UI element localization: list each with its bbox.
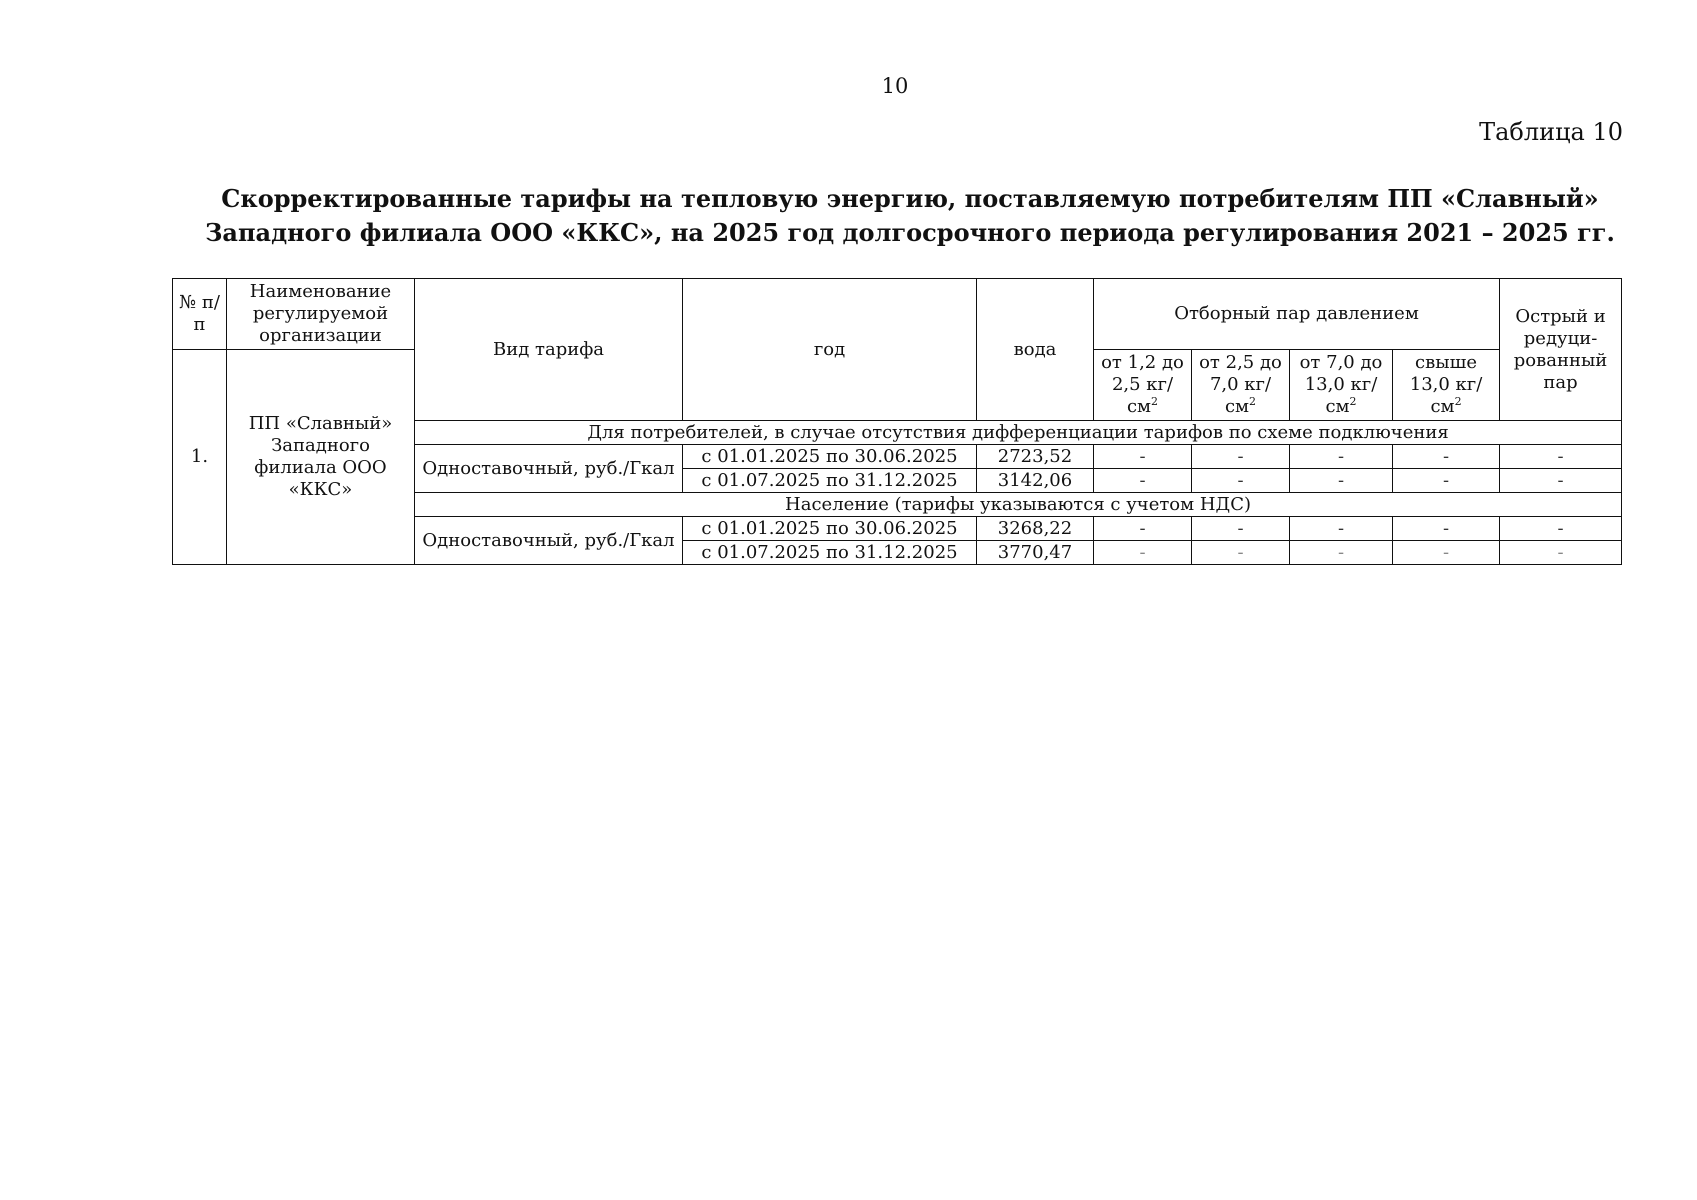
steam-3-value: -	[1290, 469, 1393, 493]
steam-4-value: -	[1393, 445, 1500, 469]
sharp-steam-value: -	[1500, 445, 1622, 469]
steam-4-value: -	[1393, 541, 1500, 565]
period-cell: с 01.07.2025 по 31.12.2025	[683, 541, 977, 565]
header-tariff-type: Вид тарифа	[415, 279, 683, 421]
header-num: № п/п	[173, 279, 227, 350]
header-steam-1: от 1,2 до 2,5 $кг/см^2$	[1094, 350, 1192, 421]
steam-2-value: -	[1192, 469, 1290, 493]
steam-3-value: -	[1290, 445, 1393, 469]
steam-2-value: -	[1192, 541, 1290, 565]
tariff-type-cell: Одноставочный, руб./Гкал	[415, 445, 683, 493]
document-title: Скорректированные тарифы на тепловую энергию, поставляемую потребителям ПП «Славный» Западного филиала ООО «ККС», на 2025 год долгосрочного периода регулирования 2021 – 2025 гг.	[205, 184, 1615, 247]
water-value: 3142,06	[977, 469, 1094, 493]
sharp-steam-value: -	[1500, 469, 1622, 493]
sharp-steam-value: -	[1500, 541, 1622, 565]
steam-1-value: -	[1094, 445, 1192, 469]
period-cell: с 01.01.2025 по 30.06.2025	[683, 445, 977, 469]
water-value: 3268,22	[977, 517, 1094, 541]
header-steam-group: Отборный пар давлением	[1094, 279, 1500, 350]
row-number: 1.	[173, 350, 227, 565]
steam-3-value: -	[1290, 541, 1393, 565]
steam-1-value: -	[1094, 517, 1192, 541]
header-sharp-steam: Острый и редуци-рованный пар	[1500, 279, 1622, 421]
tariff-type-cell: Одноставочный, руб./Гкал	[415, 517, 683, 565]
sharp-steam-value: -	[1500, 517, 1622, 541]
header-year: год	[683, 279, 977, 421]
tariff-table	[172, 278, 1622, 565]
steam-1-value: -	[1094, 469, 1192, 493]
period-cell: с 01.01.2025 по 30.06.2025	[683, 517, 977, 541]
steam-2-value: -	[1192, 517, 1290, 541]
steam-1-value: -	[1094, 541, 1192, 565]
table-label: Таблица 10	[1479, 118, 1623, 146]
org-name: ПП «Славный» Западного филиала ООО «ККС»	[227, 350, 415, 565]
header-org: Наименование регулируемой организации	[227, 279, 415, 350]
steam-4-value: -	[1393, 469, 1500, 493]
page-number: 10	[881, 74, 909, 98]
section-title: Население (тарифы указываются с учетом НДС)	[415, 493, 1622, 517]
header-steam-2: от 2,5 до 7,0 $кг/см^2$	[1192, 350, 1290, 421]
period-cell: с 01.07.2025 по 31.12.2025	[683, 469, 977, 493]
section-title: Для потребителей, в случае отсутствия дифференциации тарифов по схеме подключения	[415, 421, 1622, 445]
water-value: 3770,47	[977, 541, 1094, 565]
header-steam-3: от 7,0 до 13,0 $кг/см^2$	[1290, 350, 1393, 421]
header-steam-4: свыше 13,0 $кг/см^2$	[1393, 350, 1500, 421]
steam-4-value: -	[1393, 517, 1500, 541]
water-value: 2723,52	[977, 445, 1094, 469]
header-water: вода	[977, 279, 1094, 421]
steam-2-value: -	[1192, 445, 1290, 469]
steam-3-value: -	[1290, 517, 1393, 541]
